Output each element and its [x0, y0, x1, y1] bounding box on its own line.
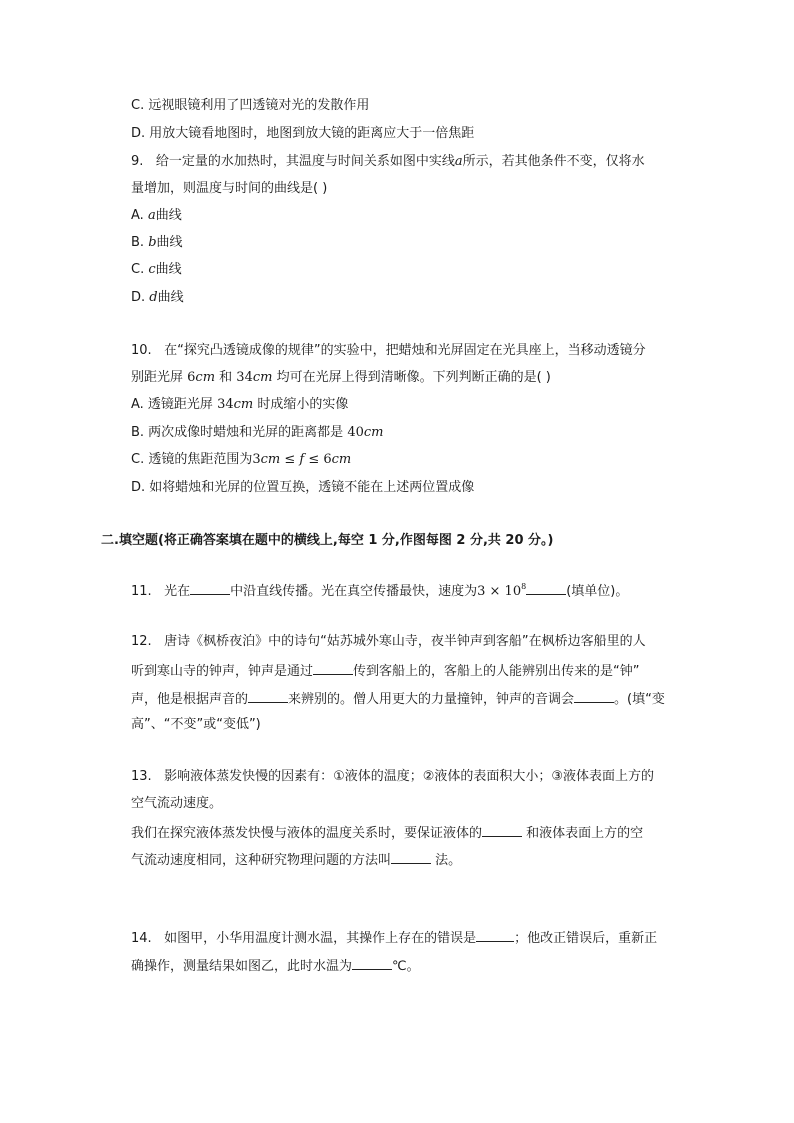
q10-stem-line-2: 别距光屏 6cm 和 34cm 均可在光屏上得到清晰像。下列判断正确的是( )	[131, 370, 551, 385]
q12-line-3: 声，他是根据声音的 来辨别的。僧人用更大的力量撞钟，钟声的音调会 。(填“变	[131, 689, 665, 709]
q10-option-c: C. 透镜的焦距范围为3cm ≤ f ≤ 6cm	[131, 452, 352, 467]
q13-line-4: 气流动速度相同，这种研究物理问题的方法叫 法。	[131, 850, 461, 870]
q10-option-d: D. 如将蜡烛和光屏的位置互换，透镜不能在上述两位置成像	[131, 480, 475, 495]
q9-stem-line-1: 9. 给一定量的水加热时，其温度与时间关系如图中实线a所示，若其他条件不变，仅将水	[131, 154, 645, 169]
q14-line-2: 确操作，测量结果如图乙，此时水温为 ℃。	[131, 956, 420, 976]
q13-line-1: 13. 影响液体蒸发快慢的因素有：①液体的温度；②液体的表面积大小；③液体表面上方的	[131, 769, 655, 784]
q11-line: 11. 光在 中沿直线传播。光在真空传播最快，速度为$3 \times 10^8$ (填单位)。	[131, 582, 629, 599]
q14-line-1: 14. 如图甲，小华用温度计测水温，其操作上存在的错误是 ；他改正错误后，重新正	[131, 928, 657, 948]
q14-blank-2[interactable]	[352, 956, 392, 970]
q12-blank-1[interactable]	[313, 661, 353, 675]
q13-line-2: 空气流动速度。	[131, 796, 223, 811]
q13-line-3: 我们在探究液体蒸发快慢与液体的温度关系时，要保证液体的 和液体表面上方的空	[131, 823, 643, 843]
q11-blank-1[interactable]	[190, 581, 230, 595]
q9-option-b: B. b曲线	[131, 235, 183, 250]
q9-option-c: C. c曲线	[131, 262, 182, 277]
q11-blank-2[interactable]	[526, 581, 566, 595]
q8-option-d: D. 用放大镜看地图时，地图到放大镜的距离应大于一倍焦距	[131, 126, 475, 141]
q10-option-a: A. 透镜距光屏 34cm 时成缩小的实像	[131, 397, 349, 412]
q12-blank-3[interactable]	[574, 689, 614, 703]
q12-blank-2[interactable]	[248, 689, 288, 703]
q12-line-2: 听到寒山寺的钟声，钟声是通过 传到客船上的，客船上的人能辨别出传来的是“钟”	[131, 661, 640, 681]
q9-option-d: D. d曲线	[131, 290, 184, 305]
section-2-heading: 二.填空题(将正确答案填在题中的横线上,每空 1 分,作图每图 2 分,共 20 分。)	[101, 533, 554, 548]
q9-stem-line-2: 量增加，则温度与时间的曲线是( )	[131, 181, 328, 196]
q13-blank-2[interactable]	[391, 850, 431, 864]
q10-stem-line-1: 10. 在“探究凸透镜成像的规律”的实验中，把蜡烛和光屏固定在光具座上，当移动透镜分	[131, 343, 646, 358]
q9-option-a: A. a曲线	[131, 208, 182, 223]
q12-line-4: 高”、“不变”或“变低”)	[131, 717, 261, 732]
q12-line-1: 12. 唐诗《枫桥夜泊》中的诗句“姑苏城外寒山寺，夜半钟声到客船”在枫桥边客船里的人	[131, 634, 646, 649]
q13-blank-1[interactable]	[482, 823, 522, 837]
q14-blank-1[interactable]	[476, 928, 514, 942]
q10-option-b: B. 两次成像时蜡烛和光屏的距离都是 40cm	[131, 425, 384, 440]
q8-option-c: C. 远视眼镜利用了凹透镜对光的发散作用	[131, 98, 370, 113]
